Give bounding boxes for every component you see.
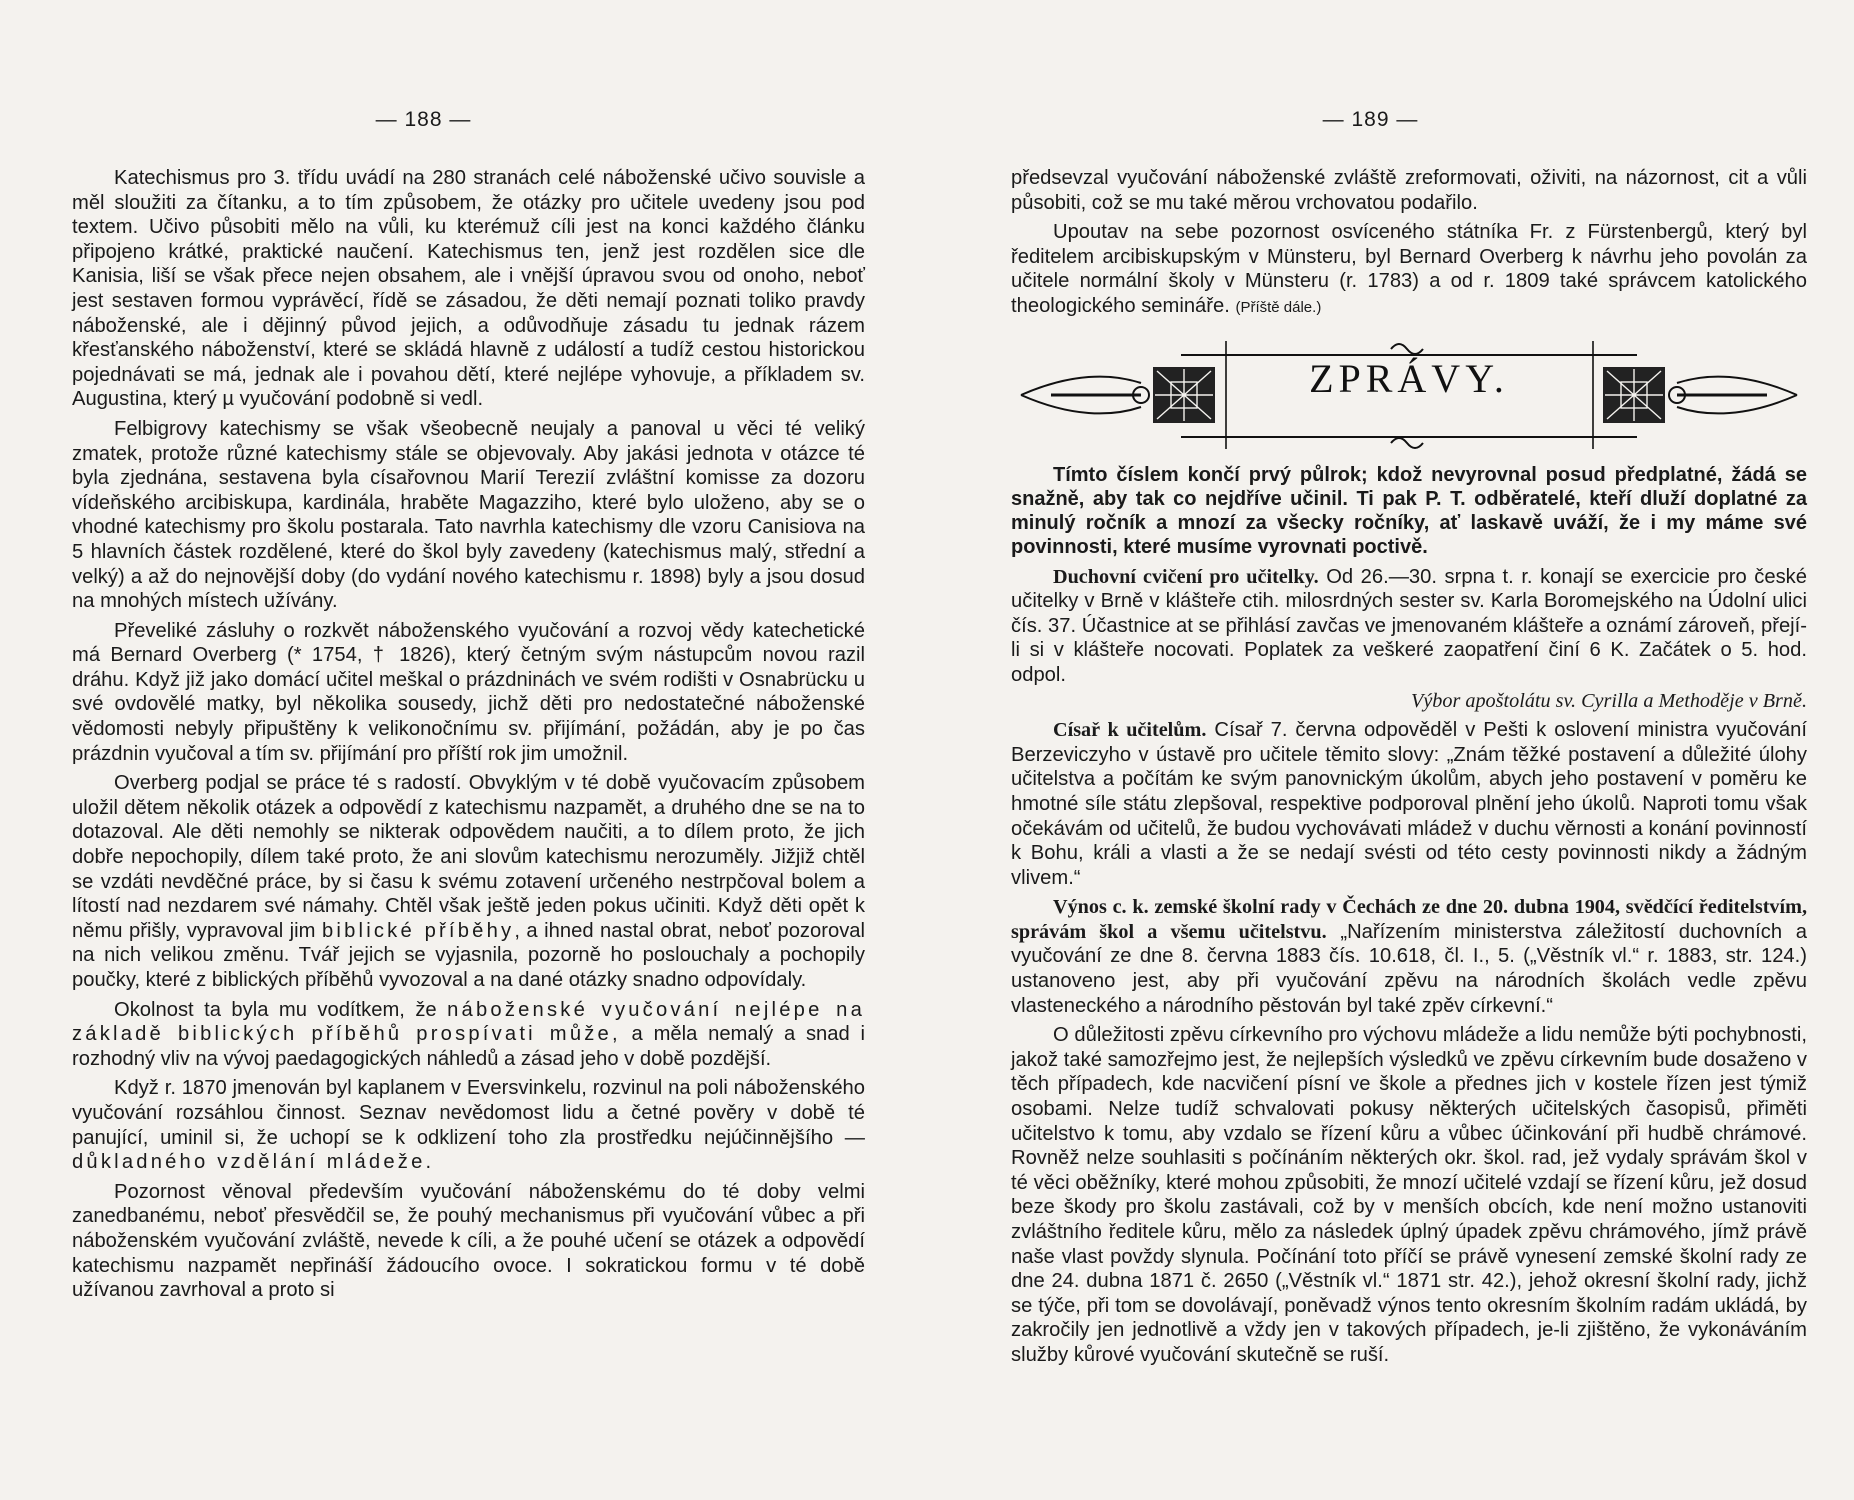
news-item bbox=[1011, 895, 1807, 1018]
spaced-text: náboženské vyučování nejlépe na základě biblických příběhů prospívati může, bbox=[72, 998, 865, 1046]
paragraph-text: Overberg podjal se práce té s radostí. Obvyklým v té době vyučovacím způsobem uložil dětem několik otázek a odpovědí z katechismu nazpamět, a druhého dne se na to dotazoval. Ale děti nemohly se nikterak odpovědem naučiti, a to dílem proto, že jich dobře nepochopily, dílem také proto, že ani slovům katechismu nerozuměly. Jižjiž chtěl se vzdáti nevděčné práce, by si času k svému zotavení určeného nestrpčoval bolem a lítostí nad nezdarem své námahy. Chtěl však ještě jeden pokus učiniti. Když děti opět k němu přišly, vypravoval jim bbox=[72, 772, 865, 942]
continued-note: (Příště dále.) bbox=[1235, 298, 1322, 316]
paragraph: Felbigrovy katechismy se však všeobecně neujaly a panoval u věci té veliký zmatek, protože různé katechismy stále se objevovaly. Aby jakási jednota v otázce té byla zjednána, sestavena byla císařovnou Marií Terezií zvláštní komisse za dozoru vídeňského arcibiskupa, kardinála, hraběte Magazziho, které bylo uloženo, aby se o vhodné katechismy pro školu postarala. Tato navrhla katechismy dle vzoru Canisiova na 5 hlavních částek rozdělené, které do škol byly zavedeny (katechismus malý, střední a velký) a až do nejnovější doby (do vydání nového katechismu r. 1898) byly a jsou dosud na mnohých místech užívány. bbox=[72, 417, 865, 613]
left-column bbox=[72, 166, 865, 1308]
paragraph bbox=[72, 998, 865, 1072]
right-column bbox=[1011, 166, 1807, 1373]
paragraph-text: Upoutav na sebe pozornost osvíceného státníka Fr. z Fürstenbergů, který byl ředitelem arcibiskupským v Münsteru, byl Bernard Overberg k návrhu jeho povolán za učitele normální školy v Münsteru (r. 1783) a od r. 1809 také správcem katolického theologického semináře. bbox=[1011, 221, 1807, 317]
paragraph-text: a měla nemalý a snad i rozhodný vliv na vývoj paedagogických náhledů a zásad jeho v době pozdější. bbox=[72, 1023, 866, 1070]
news-text: „Nařízením ministerstva záležitostí duchovních a vyučování ze dne 8. června 1883 čís. 10.618, čl. I., 5. („Věstník vl.“ r. 1883, str. 124.) ustanoveno jest, aby při vyučování zpěvu na národních školách vedle zpěvu vlasteneckého a národního pěstován byl také zpěv církevní.“ bbox=[1011, 920, 1807, 1017]
paragraph-text: Když r. 1870 jmenován byl kaplanem v Eversvinkelu, rozvinul na poli náboženského vyučování rozsáhlou činnost. Seznav nevědomost lidu a četné pověry v době té panující, uminil si, že uchopí se k odklizení toho zla prostředku nejúčinnějšího — bbox=[72, 1077, 865, 1149]
paragraph-text: , a ihned nastal obrat, neboť pozoroval na nich velikou změnu. Tvář jejich se vyjasnila, pozorně ho poslouchaly a pochopily poučky, které z biblických příběhů vyvozoval a na dané otázky snadno odpovídaly. bbox=[72, 919, 866, 991]
news-heading: Duchovní cvičení pro učitelky. bbox=[1053, 565, 1319, 588]
paragraph-text: Okolnost ta byla mu vodítkem, že bbox=[114, 998, 437, 1021]
signature: Výbor apoštolátu sv. Cyrilla a Methoděje v Brně. bbox=[1410, 689, 1807, 712]
news-item bbox=[1011, 718, 1807, 890]
news-item bbox=[1011, 565, 1807, 688]
news-banner bbox=[1011, 333, 1807, 449]
news-text: Císař 7. června odpověděl v Pešti k oslovení ministra vyučování Berzeviczyho v ústavě pro učitele těmito slovy: „Znám těžké postavení a důležité úlohy učitelstva a počítám ke svým panovnickým úkolům, abych jeho postavení v poměru ke hmotné síle státu zlepšoval, respektive podporoval plnění jeho úkolů. Naproti tomu však očekávám od učitelů, že budou vychovávati mládež v duchu věrnosti a konání povinností k Bohu, králi a vlasti a že se nedají svésti od této cesty povinnosti nikdy a žádným vlivem.“ bbox=[1011, 719, 1807, 889]
paragraph: Katechismus pro 3. třídu uvádí na 280 stranách celé náboženské učivo souvisle a měl sloužiti za čítanku, a to tím způsobem, že otázky pro učitele uvedeny jsou pod textem. Učivo působiti mělo na vůli, ku kterémuž cíli jest na konci každého článku připojeno krátké, praktické naučení. Katechismus ten, jenž jest rozdělen sice dle Kanisia, liší se však přece nejen obsahem, ale i vnější úpravou svou od onoho, neboť jest sestaven formou vyprávěcí, řídě se zásadou, že děti nemají poznati toliko pravdy náboženské, ale i dějinný původ jejich, a odůvodňuje zásadu tu jednak rázem křesťanského náboženství, které se skládá hlavně z událostí a tudíž cestou historickou pojednávati se má, jednak ale i povahou dětí, které nejlépe vyhovuje, a příkladem sv. Augustina, který µ vyučování podobně si vedl. bbox=[72, 167, 865, 411]
news-heading: Císař k učitelům. bbox=[1053, 719, 1207, 742]
paragraph bbox=[1011, 220, 1807, 320]
news-heading: Výnos c. k. zemské školní rady v Čechách ze dne 20. dubna 1904, svědčící ředitelstvím, správám škol a všemu učitelstvu. bbox=[1011, 896, 1807, 943]
subscription-notice: Tímto číslem končí prvý půlrok; kdož nevyrovnal posud předplatné, žádá se snažně, aby tak co nejdříve učinil. Ti pak P. T. odběratelé, kteří dluží doplatné za minulý ročník a mnozí za všecky ročníky, ať laskavě uváží, že i my máme své povinnosti, které musíme vyrovnati poctivě. bbox=[1011, 463, 1807, 558]
spaced-text: důkladného vzdělání mládeže. bbox=[72, 1151, 435, 1174]
spaced-text: biblické příběhy bbox=[321, 919, 515, 942]
paragraph bbox=[72, 771, 865, 992]
paragraph: Převeliké zásluhy o rozkvět náboženského vyučování a rozvoj vědy katechetické má Bernard Overberg (* 1754, † 1826), který četným svým nástupcům novou razil dráhu. Když již jako domácí učitel meškal o prázdninách ve svém rodišti v Osnabrücku u své ovdovělé matky, byl několika sousedy, jichž děti pro nedostatečné náboženské vědomosti nebyly připuštěny k velikonočnímu sv. přijímání, požádán, aby je po čas prázdnin vyučoval a tím sv. přijímání pro příští rok jim umožnil. bbox=[72, 619, 865, 765]
paragraph bbox=[72, 1076, 865, 1174]
page-number: — 189 — bbox=[1322, 108, 1419, 131]
paragraph: Pozornost věnoval především vyučování náboženskému do té doby velmi zanedbanému, neboť přesvědčil se, že pouhý mechanismus při vyučování vůbec a při náboženském vyučování zvláště, nevede k cíli, a že pouhé učení se otázek a odpovědí katechismu nazpamět nepřináší žádoucího ovoce. I sokratickou formu v té době užívanou zavrhoval a proto si bbox=[72, 1180, 865, 1302]
paragraph: O důležitosti zpěvu církevního pro výchovu mládeže a lidu nemůže býti pochybnosti, jakož také samozřejmo jest, že nejlepších výsledků ve zpěvu církevním bude dosaženo v těch případech, kde nacvičení písní ve škole a přednes jich v kostele řízen jest týmiž osobami. Nelze tudíž schvalovati pokusy některých učitelských časopisů, přiměti učitelstvo k tomu, aby vzdalo se řízení kůru a vůbec účinkování při hudbě chrámové. Rovněž nelze souhlasiti s počínáním některých okr. škol. rad, jež vydaly správám škol v té věci oběžníky, které mohou způsobiti, že mnozí učitelé vzdají se řízení kůru, jež dosud beze škody pro školu zastávali, což by v menších obcích, kde není možno ustanoviti zvláštního ředitele kůru, mělo za následek úplný úpadek zpěvu chrámového, jímž právě naše vlast povždy slynula. Počínání toto příčí se právě vynesení zemské školní rady ze dne 24. dubna 1871 č. 2650 („Věstník vl.“ 1871 str. 42.), jehož okresní školní rady, jichž se týče, při tom se dovolávají, poněvadž výnos tento okresním školním radám ukládá, by zakročily jen jednotlivě a vždy jen v takových případech, je-li zjištěno, že vykonáváním služby kůrové vyučování skutečně se ruší. bbox=[1011, 1024, 1807, 1366]
page-number: — 188 — bbox=[375, 108, 472, 131]
paragraph: předsevzal vyučování náboženské zvláště zreformovati, oživiti, na názornost, cit a vůli působiti, což se mu také měrou vrchovatou podařilo. bbox=[1011, 167, 1807, 214]
right-page bbox=[927, 0, 1854, 1500]
news-heading: ZPRÁVY. bbox=[1309, 355, 1509, 401]
news-text: Od 26.—30. srpna t. r. konají se exercicie pro české učitelky v Brně v klášteře ctih. milosrdných sester sv. Karla Boromejského na Údolní ulici čís. 37. Účastnice at se přihlásí zavčas ve jmenovaném klášteře a oznámí zároveň, přejí-li si v klášteře nocovati. Poplatek za veškeré zaopatření činí 6 K. Začátek o 5. hod. odpol. bbox=[1011, 565, 1807, 686]
